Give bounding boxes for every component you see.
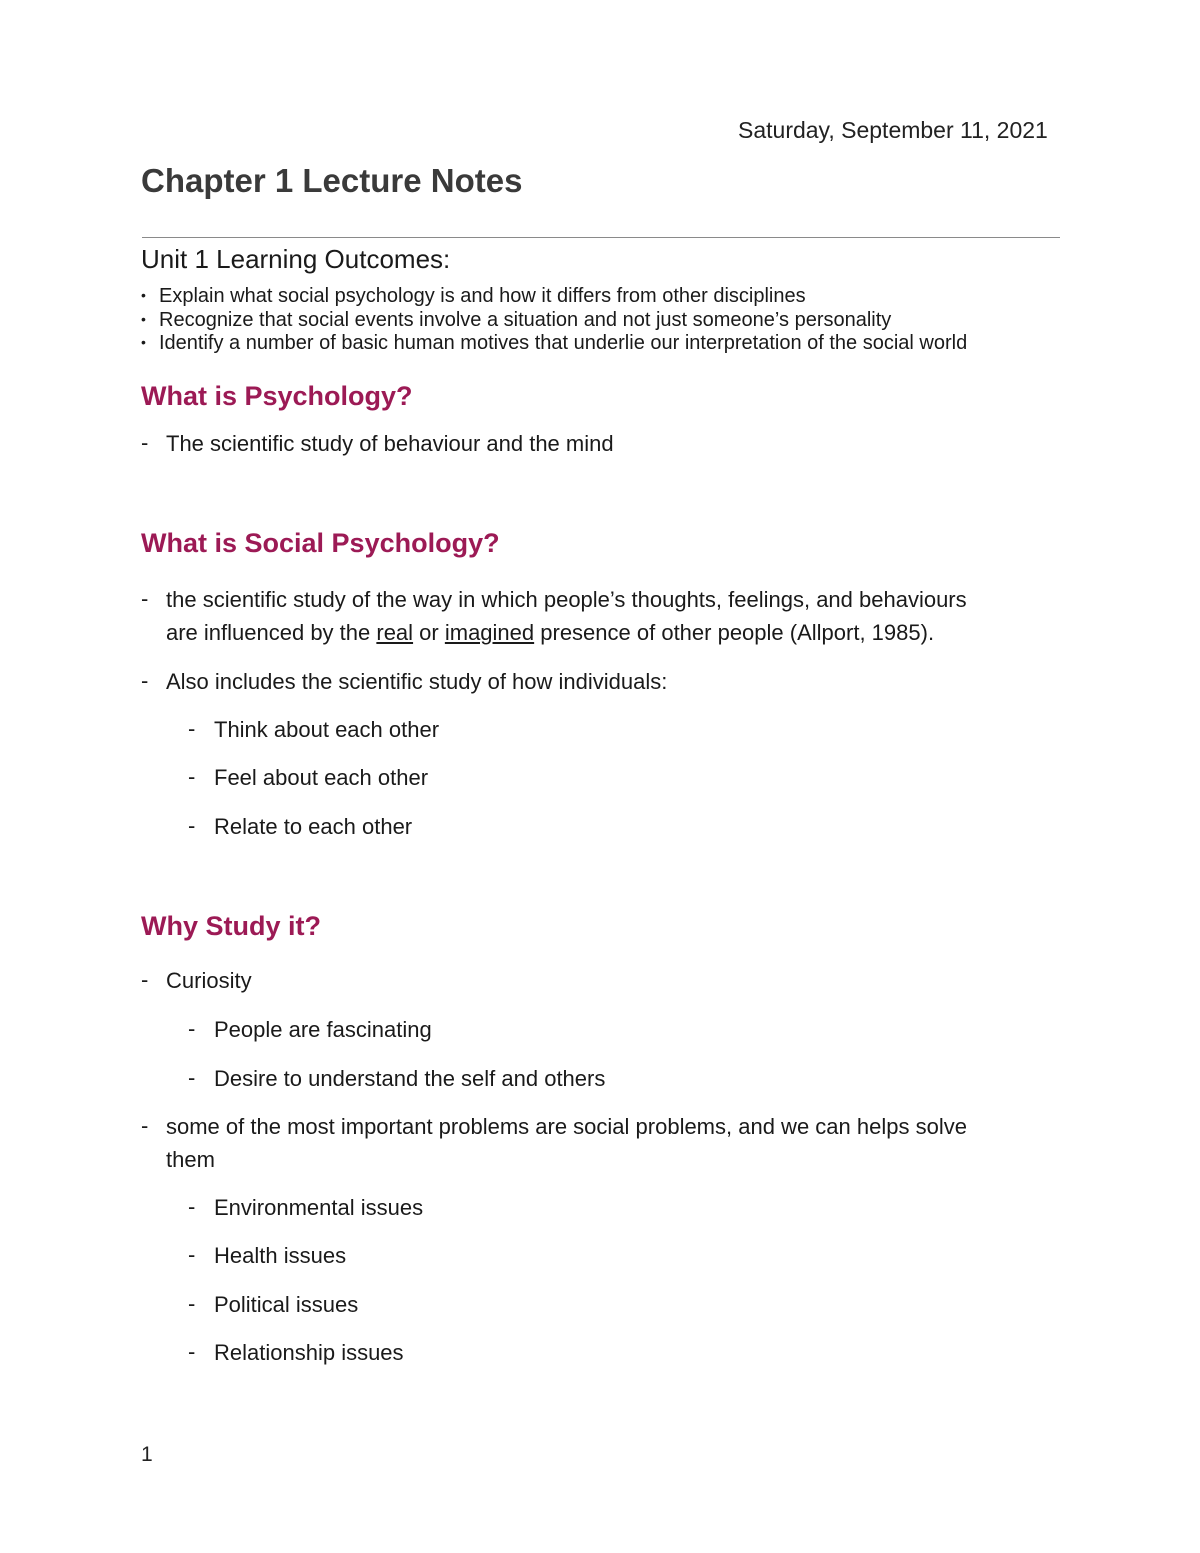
sub-list-item: Political issues — [214, 1292, 359, 1317]
sub-list-item: Think about each other — [214, 717, 440, 742]
dash-icon: - — [141, 668, 149, 693]
bullet-icon: • — [141, 311, 146, 327]
definition-line-2: are influenced by the real or imagined presence of other people (Allport, 1985). — [166, 620, 935, 645]
dash-icon: - — [141, 1113, 149, 1138]
dash-icon: - — [188, 1339, 196, 1364]
date-line: Saturday, September 11, 2021 — [738, 117, 1048, 143]
sub-list-item: Health issues — [214, 1243, 347, 1268]
dash-icon: - — [188, 1065, 196, 1090]
dash-icon: - — [188, 764, 196, 789]
dash-icon: - — [141, 586, 149, 611]
page-number: 1 — [141, 1443, 153, 1466]
bullet-icon: • — [141, 287, 146, 303]
definition-line-1: the scientific study of the way in which people’s thoughts, feelings, and behaviours — [166, 587, 967, 612]
problems-line-2: them — [166, 1147, 215, 1172]
sub-list-item: Relationship issues — [214, 1340, 404, 1365]
page-title: Chapter 1 Lecture Notes — [141, 162, 523, 199]
title-divider — [142, 237, 1060, 238]
dash-icon: - — [188, 1291, 196, 1316]
bullet-icon: • — [141, 334, 146, 350]
outcome-item: • Recognize that social events involve a situation and not just someone’s personality — [141, 309, 892, 331]
dash-icon: - — [141, 967, 149, 992]
outcome-item: • Explain what social psychology is and how it differs from other disciplines — [141, 285, 806, 307]
underlined-imagined: imagined — [444, 620, 535, 645]
dash-icon: - — [141, 430, 149, 455]
outcomes-title: Unit 1 Learning Outcomes: — [141, 244, 451, 274]
outcome-item: • Identify a number of basic human motives that underlie our interpretation of the social world — [141, 332, 968, 354]
underlined-real: real — [376, 620, 414, 645]
dash-icon: - — [188, 716, 196, 741]
list-item: The scientific study of behaviour and the mind — [166, 431, 614, 456]
sub-list-item: Desire to understand the self and others — [214, 1066, 606, 1091]
list-item: Curiosity — [166, 968, 252, 993]
dash-icon: - — [188, 1194, 196, 1219]
list-item: Also includes the scientific study of how individuals: — [166, 669, 668, 694]
sub-list-item: Feel about each other — [214, 765, 429, 790]
sub-list-item: Relate to each other — [214, 814, 413, 839]
section-heading-psychology: What is Psychology? — [141, 381, 413, 411]
section-heading-why-study: Why Study it? — [141, 911, 321, 941]
dash-icon: - — [188, 1016, 196, 1041]
dash-icon: - — [188, 813, 196, 838]
sub-list-item: People are fascinating — [214, 1017, 432, 1042]
problems-line-1: some of the most important problems are social problems, and we can helps solve — [166, 1114, 967, 1139]
dash-icon: - — [188, 1242, 196, 1267]
sub-list-item: Environmental issues — [214, 1195, 424, 1220]
section-heading-social-psychology: What is Social Psychology? — [141, 528, 500, 558]
